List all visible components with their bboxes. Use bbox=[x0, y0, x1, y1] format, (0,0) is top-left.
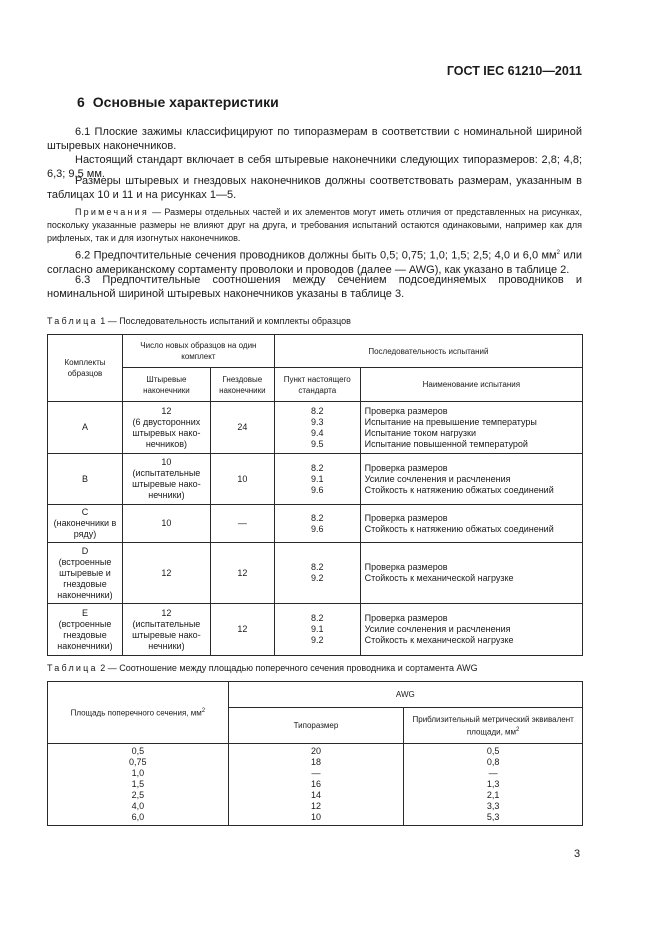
section-title bbox=[77, 94, 279, 110]
table-row bbox=[48, 604, 583, 656]
table-row bbox=[48, 454, 583, 505]
cell-tests: Проверка размеров Усилие сочленения и расчленения Стойкость к механической нагрузке bbox=[360, 604, 582, 656]
table1-caption-text: 1 — Последовательность испытаний и комплекты образцов bbox=[97, 316, 351, 326]
column-area: 0,5 0,75 1,0 1,5 2,5 4,0 6,0 bbox=[48, 744, 229, 826]
header-metric-text: Приблизительный метрический эквивалент площади, мм bbox=[412, 714, 574, 737]
header-clause: Пункт настоящего стандарта bbox=[274, 368, 360, 402]
cell-receptacles: — bbox=[210, 505, 274, 543]
table-test-sequence bbox=[47, 334, 583, 656]
section-number: 6 bbox=[77, 94, 85, 110]
paragraph-6-3: 6.3 Предпочтительные соотношения между сечением подсоединяемых проводников и номинальной шириной штыревых наконечников указаны в таблице 3. bbox=[47, 274, 582, 300]
note bbox=[47, 206, 582, 245]
document-id: ГОСТ IEC 61210—2011 bbox=[446, 64, 582, 78]
paragraph-6-2-text-end: или согласно американскому сортаменту проволоки и проводов (далее — AWG), как указано в таблице 2. bbox=[47, 249, 583, 276]
header-area bbox=[48, 682, 229, 744]
table-row bbox=[48, 402, 583, 454]
cell-set: D (встроенные штыревые и гнездовые наконечники) bbox=[48, 543, 123, 604]
cell-clauses: 8.2 9.6 bbox=[274, 505, 360, 543]
cell-receptacles: 24 bbox=[210, 402, 274, 454]
header-samples-group: Число новых образцов на один комплект bbox=[122, 335, 274, 368]
header-test-name: Наименование испытания bbox=[360, 368, 582, 402]
cell-tests: Проверка размеров Стойкость к натяжению обжатых соединений bbox=[360, 505, 582, 543]
table1-caption-label: Таблица bbox=[47, 316, 98, 326]
header-tabs: Штыревые наконечники bbox=[122, 368, 210, 402]
header-receptacles: Гнездовые наконечники bbox=[210, 368, 274, 402]
cell-tabs: 12 (испытательные штыревые нако- нечники) bbox=[122, 604, 210, 656]
header-size: Типоразмер bbox=[228, 708, 404, 744]
cell-clauses: 8.2 9.3 9.4 9.5 bbox=[274, 402, 360, 454]
cell-receptacles: 10 bbox=[210, 454, 274, 505]
table-row bbox=[48, 543, 583, 604]
cell-clauses: 8.2 9.2 bbox=[274, 543, 360, 604]
table1-body bbox=[48, 402, 583, 656]
column-metric: 0,5 0,8 — 1,3 2,1 3,3 5,3 bbox=[404, 744, 583, 826]
cell-clauses: 8.2 9.1 9.6 bbox=[274, 454, 360, 505]
note-label: Примечания bbox=[75, 207, 149, 217]
paragraph-tab-sizes: Настоящий стандарт включает в себя штыревые наконечники следующих типоразмеров: 2,8; 4,8; 6,3; 9,5 мм. bbox=[47, 154, 582, 180]
cell-receptacles: 12 bbox=[210, 543, 274, 604]
header-sets: Комплекты образцов bbox=[48, 335, 123, 402]
cell-set: B bbox=[48, 454, 123, 505]
cell-tests: Проверка размеров Испытание на превышение температуры Испытание током нагрузки Испытание повышенной температурой bbox=[360, 402, 582, 454]
header-area-sup: 2 bbox=[201, 708, 206, 715]
header-awg: AWG bbox=[228, 682, 582, 708]
section-title-text: Основные характеристики bbox=[92, 94, 279, 110]
header-metric-sup: 2 bbox=[516, 726, 520, 733]
cell-clauses: 8.2 9.1 9.2 bbox=[274, 604, 360, 656]
cell-set: E (встроенные гнездовые наконечники) bbox=[48, 604, 123, 656]
header-area-text: Площадь поперечного сечения, мм bbox=[70, 708, 202, 718]
table2-caption bbox=[47, 663, 478, 673]
column-size: 20 18 — 16 14 12 10 bbox=[228, 744, 404, 826]
cell-tabs: 12 (6 двусторонних штыревых нако- нечников) bbox=[122, 402, 210, 454]
page-number: 3 bbox=[574, 848, 581, 860]
paragraph-6-2-sup: 2 bbox=[556, 250, 560, 256]
cell-tabs: 10 (испытательные штыревые нако- нечники) bbox=[122, 454, 210, 505]
table-awg bbox=[47, 681, 583, 826]
table2-caption-label: Таблица bbox=[47, 663, 98, 673]
cell-set: C (наконечники в ряду) bbox=[48, 505, 123, 543]
header-sequence-group: Последовательность испытаний bbox=[274, 335, 582, 368]
paragraph-dimensions: Размеры штыревых и гнездовых наконечников должны соответствовать размерам, указанным в таблицах 10 и 11 и на рисунках 1—5. bbox=[47, 175, 582, 201]
paragraph-6-2-text: 6.2 Предпочтительные сечения проводников должны быть 0,5; 0,75; 1,0; 1,5; 2,5; 4,0 и 6,0 мм bbox=[75, 249, 557, 262]
table-row bbox=[48, 505, 583, 543]
note-text: — Размеры отдельных частей и их элементов могут иметь отличия от представленных на рисунках, поскольку указанные размеры не влияют друг на друга, и требования испытаний остаются одинаковыми, например как для рифленых, так и для изогнутых наконечников. bbox=[47, 207, 582, 243]
cell-tests: Проверка размеров Стойкость к механической нагрузке bbox=[360, 543, 582, 604]
header-metric bbox=[404, 708, 583, 744]
cell-set: A bbox=[48, 402, 123, 454]
cell-tests: Проверка размеров Усилие сочленения и расчленения Стойкость к натяжению обжатых соединений bbox=[360, 454, 582, 505]
cell-tabs: 12 bbox=[122, 543, 210, 604]
cell-receptacles: 12 bbox=[210, 604, 274, 656]
table1-caption bbox=[47, 316, 351, 326]
cell-tabs: 10 bbox=[122, 505, 210, 543]
table2-caption-text: 2 — Соотношение между площадью поперечного сечения проводника и сортамента AWG bbox=[97, 663, 478, 673]
paragraph-6-1: 6.1 Плоские зажимы классифицируют по типоразмерам в соответствии с номинальной шириной штыревых наконечников. bbox=[47, 126, 582, 152]
